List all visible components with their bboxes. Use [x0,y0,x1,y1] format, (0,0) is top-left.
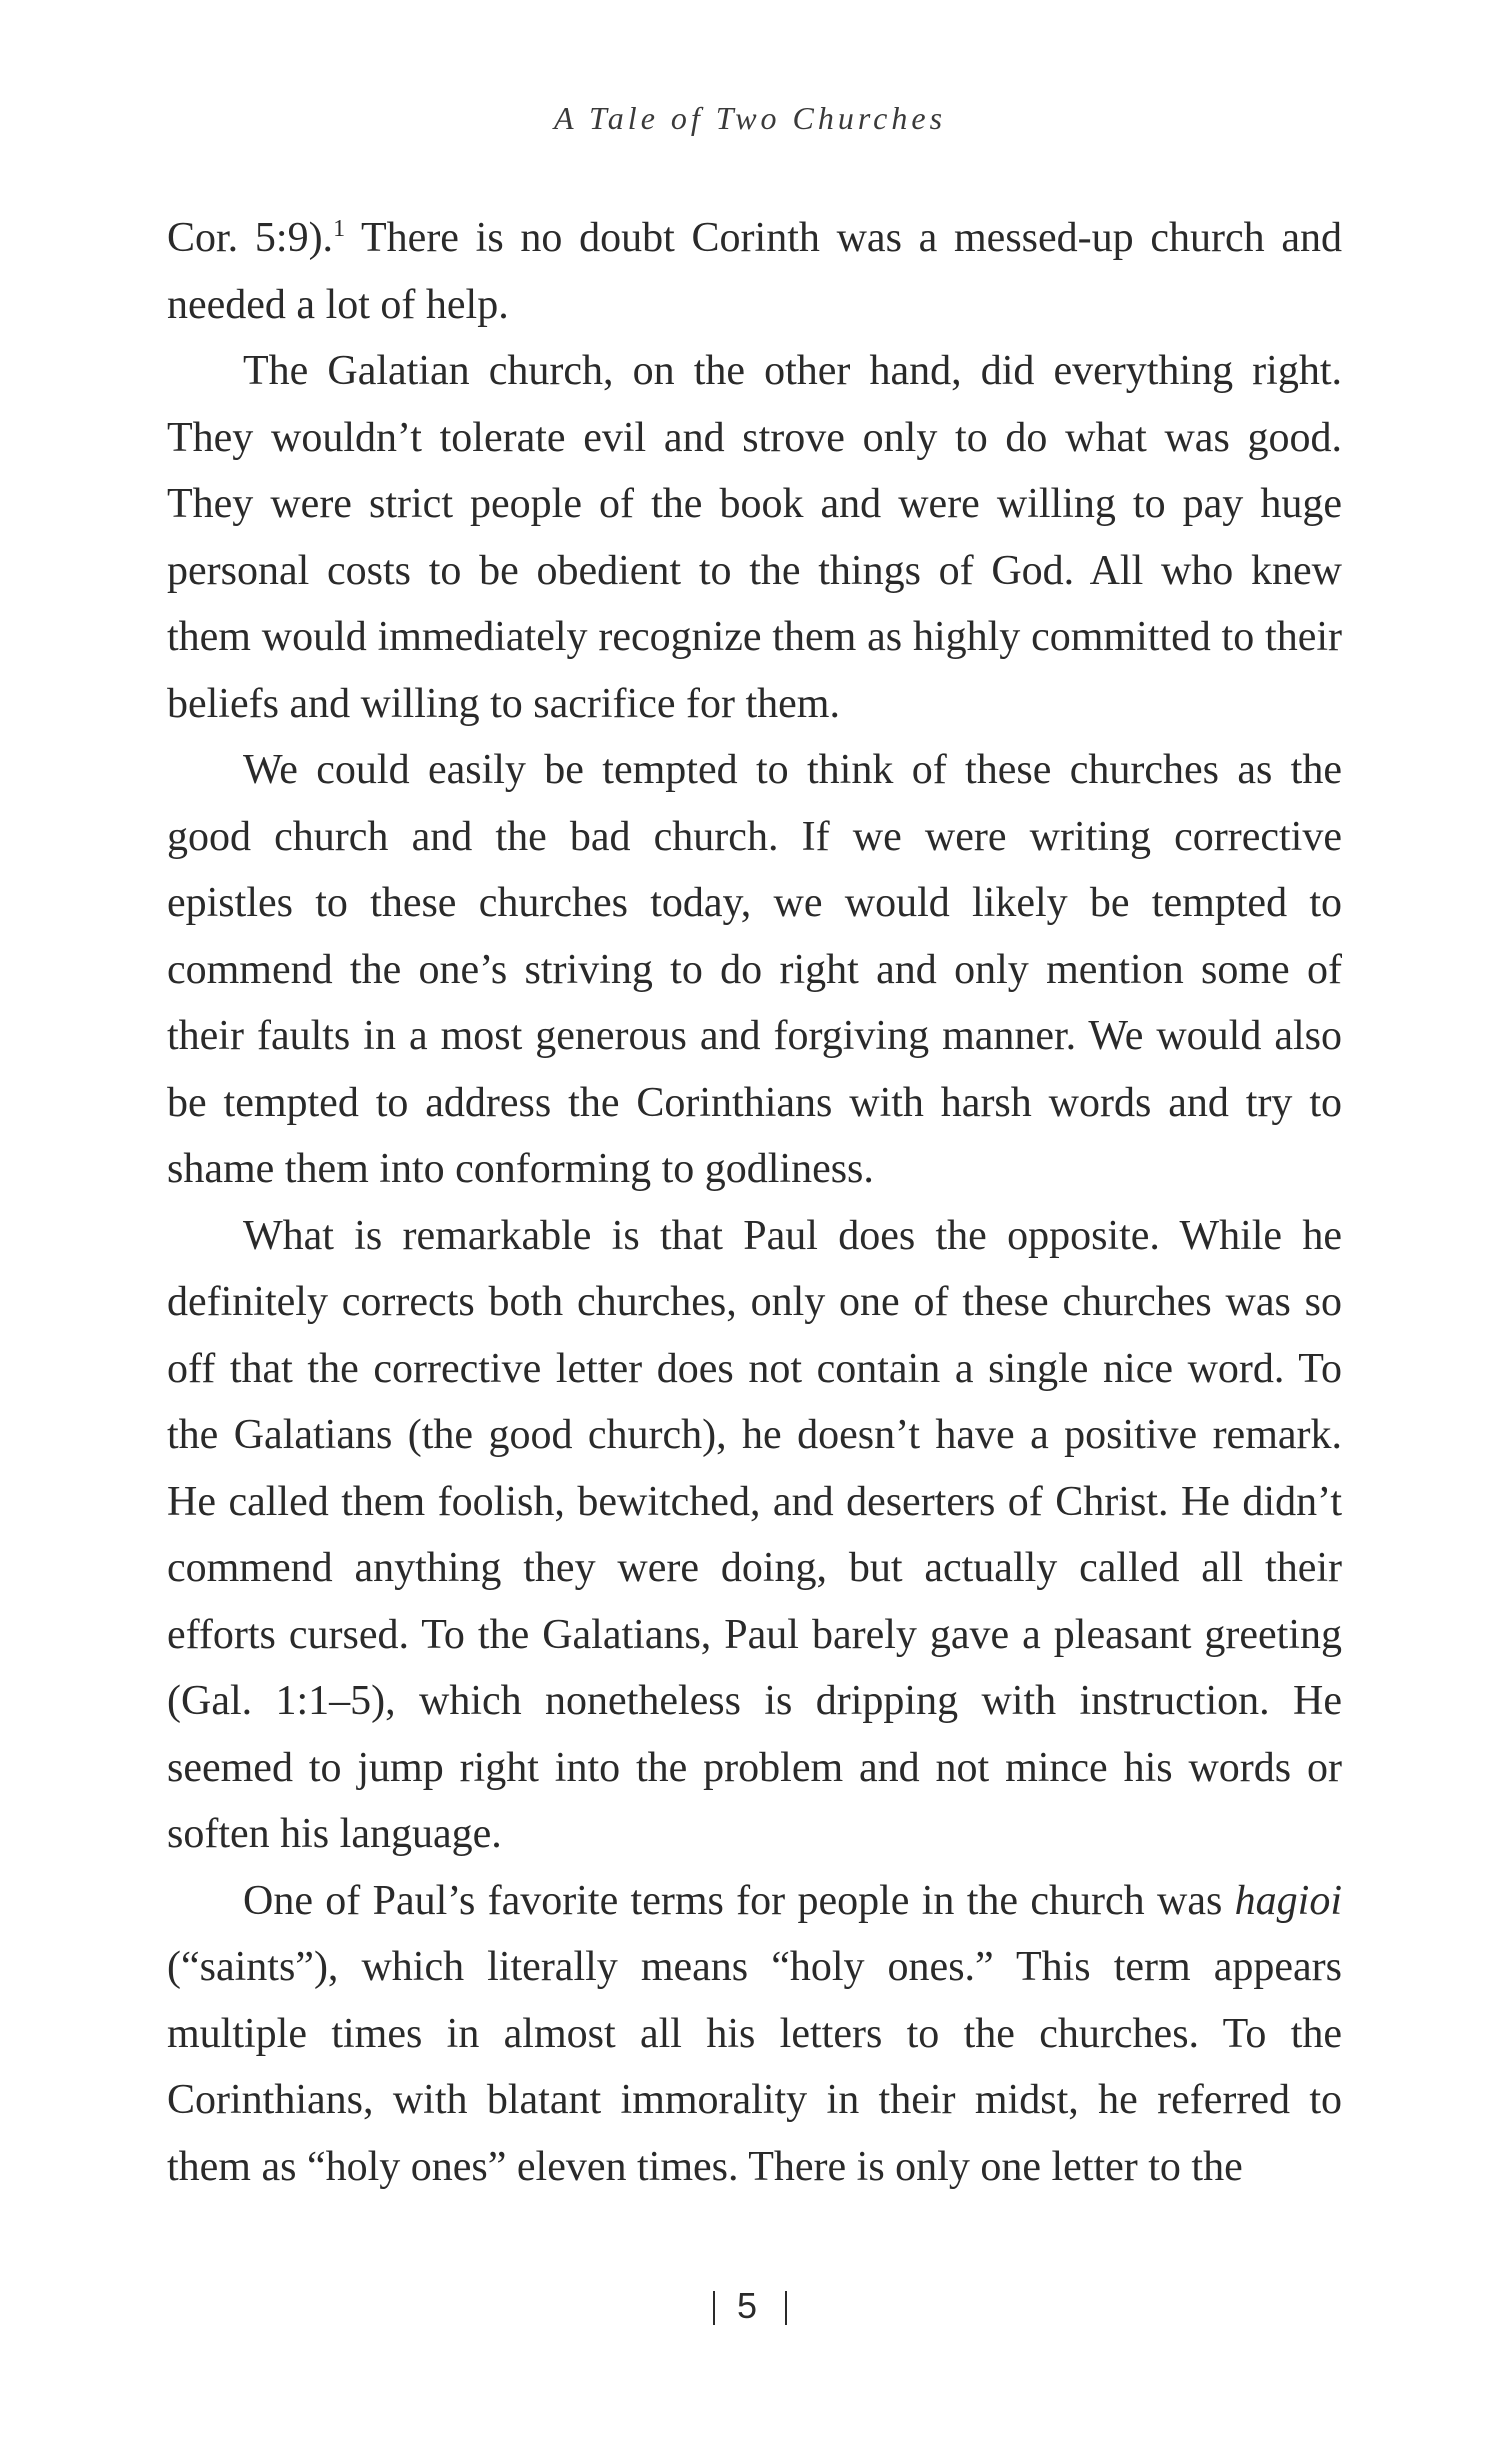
paragraph-2: The Galatian church, on the other hand, did everything right. They wouldn’t tolerate evil and strove only to do what was good. They were strict people of the book and were willing to pay huge personal costs to be obedient to the things of God. All who knew them would immediately recognize them as highly committed to their beliefs and willing to sacrifice for them. [167,348,1342,727]
right-bar [785,2291,787,2325]
paragraph-1-rest: There is no doubt Corinth was a messed-up church and needed a lot of help. [167,215,1342,328]
paragraph-5-start: One of Paul’s favorite terms for people in the church was [243,1877,1235,1924]
left-bar [713,2291,715,2325]
paragraph-1-start: Cor. 5:9). [167,215,334,261]
italic-term: hagioi [1234,1877,1342,1924]
page-number [0,2285,1500,2327]
paragraph-1 [167,205,1342,338]
paragraph-5 [167,1868,1342,2201]
paragraph-5-rest: (“saints”), which literally means “holy ones.” This term appears multiple times in almost all his letters to the churches. To the Corinthians, with blatant immorality in their midst, he referred to them as “holy ones” eleven times. There is only one letter to the [167,1944,1342,2190]
running-head: A Tale of Two Churches [553,100,947,136]
body-text [167,205,1342,2200]
paragraph-4: What is remarkable is that Paul does the opposite. While he definitely corrects both churches, only one of these churches was so off that the corrective letter does not contain a single nice word. To the Galatians (the good church), he doesn’t have a positive remark. He called them foolish, bewitched, and deserters of Christ. He didn’t commend anything they were doing, but actually called all their efforts cursed. To the Galatians, Paul barely gave a pleasant greeting (Gal. 1:1–5), which nonetheless is dripping with instruction. He seemed to jump right into the problem and not mince his words or soften his language. [167,1212,1342,1857]
footnote-marker: 1 [333,216,346,242]
page-number-value: 5 [736,2285,764,2326]
paragraph-3: We could easily be tempted to think of these churches as the good church and the bad church. If we were writing corrective epistles to these churches today, we would likely be tempted to commend the one’s striving to do right and only mention some of their faults in a most generous and forgiving manner. We would also be tempted to address the Corinthians with harsh words and try to shame them into conforming to godliness. [167,747,1342,1192]
